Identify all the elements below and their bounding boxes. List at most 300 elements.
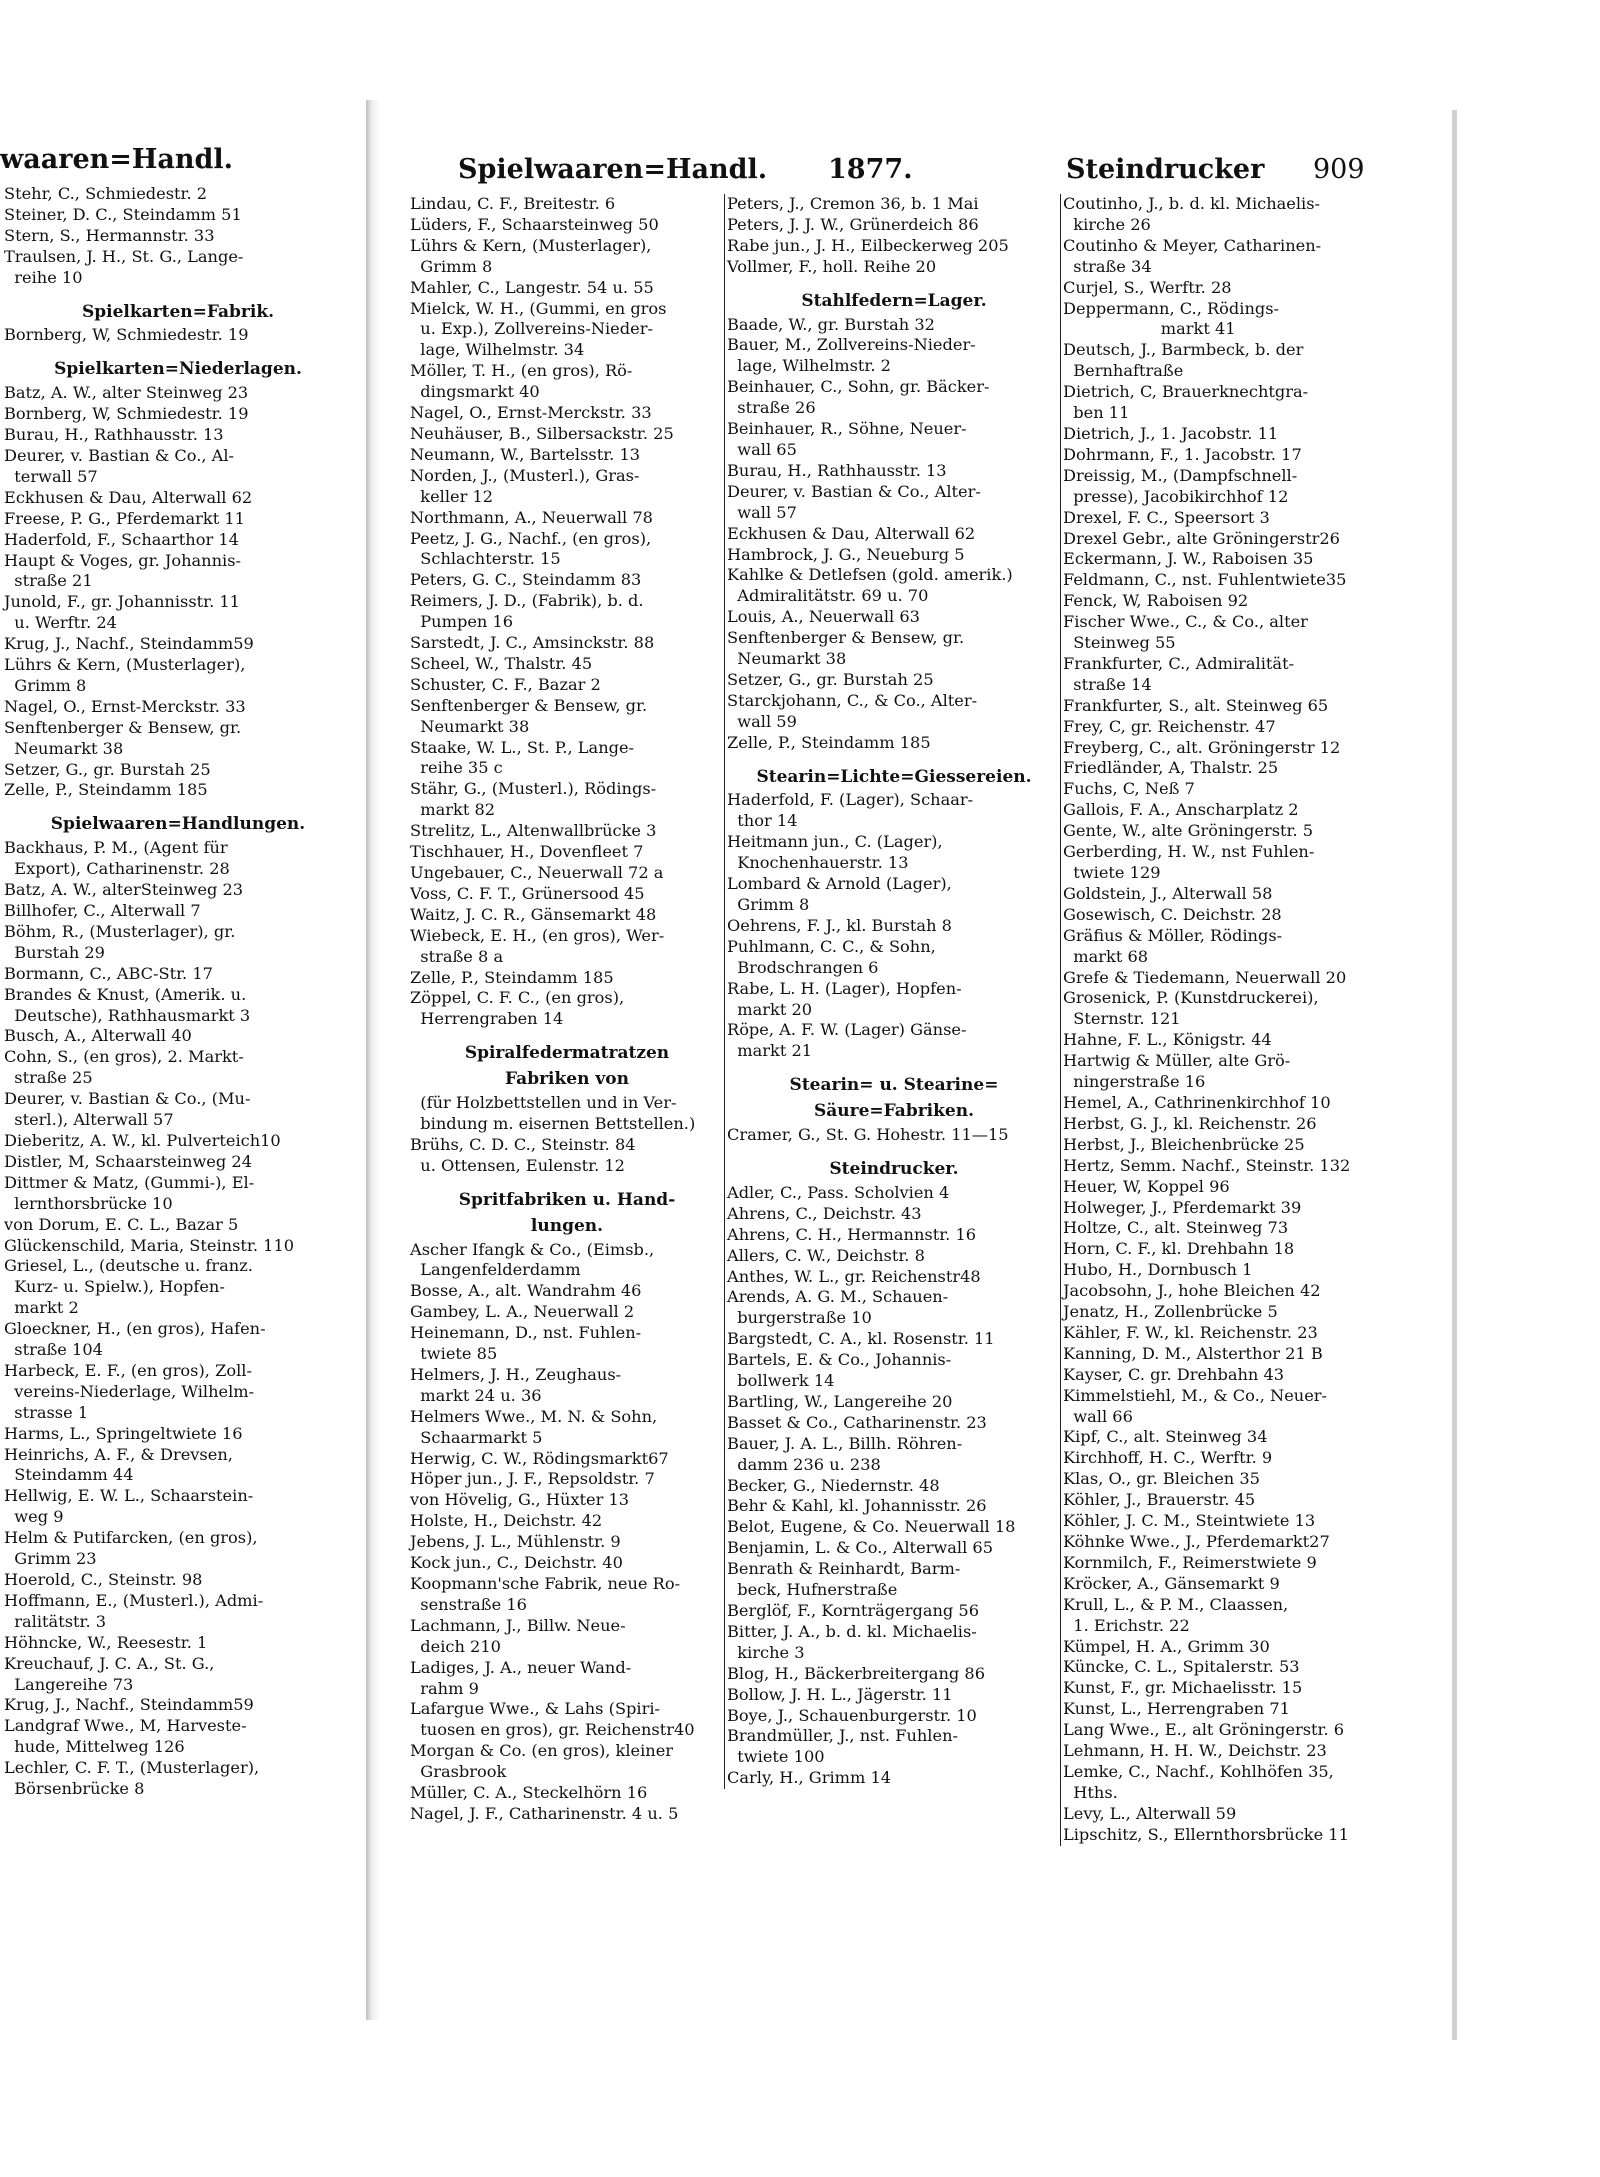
- directory-entry: straße 14: [1063, 674, 1152, 694]
- left-page-fragment: [0, 140, 352, 1980]
- directory-entry: Krull, L., & P. M., Claassen,: [1063, 1594, 1289, 1614]
- directory-entry: Zöppel, C. F. C., (en gros),: [410, 988, 625, 1008]
- directory-entry: straße 21: [4, 571, 93, 591]
- directory-entry: Börsenbrücke 8: [4, 1779, 145, 1799]
- page-edge: [1452, 110, 1457, 2040]
- directory-entry: Lechler, C. F. T., (Musterlager),: [4, 1758, 260, 1778]
- directory-entry: Harbeck, E. F., (en gros), Zoll-: [4, 1360, 252, 1380]
- directory-entry: Coutinho, J., b. d. kl. Michaelis-: [1063, 194, 1320, 213]
- directory-entry: Helm & Putifarcken, (en gros),: [4, 1528, 258, 1548]
- directory-entry: Louis, A., Neuerwall 63: [727, 607, 920, 627]
- section-heading: Stahlfedern=Lager.: [801, 290, 987, 311]
- book-spine: [366, 100, 380, 2020]
- directory-entry: Burstah 29: [4, 942, 105, 962]
- directory-entry: Kahlke & Detlefsen (gold. amerik.): [727, 565, 1013, 585]
- directory-entry: Puhlmann, C. C., & Sohn,: [727, 936, 936, 956]
- directory-entry: Allers, C. W., Deichstr. 8: [727, 1245, 925, 1265]
- directory-entry: Belot, Eugene, & Co. Neuerwall 18: [727, 1517, 1016, 1537]
- directory-entry: Eckhusen & Dau, Alterwall 62: [727, 523, 976, 543]
- directory-entry: burgerstraße 10: [727, 1308, 872, 1328]
- directory-entry: Beinhauer, C., Sohn, gr. Bäcker-: [727, 377, 990, 397]
- directory-entry: Fischer Wwe., C., & Co., alter: [1063, 612, 1308, 632]
- left-page-header: [0, 140, 352, 184]
- directory-entry: strasse 1: [4, 1402, 89, 1422]
- directory-entry: Brandes & Knust, (Amerik. u.: [4, 984, 247, 1004]
- directory-entry: Langenfelderdamm: [410, 1260, 581, 1280]
- directory-entry: Bitter, J. A., b. d. kl. Michaelis-: [727, 1621, 977, 1641]
- directory-entry: Hths.: [1063, 1782, 1118, 1802]
- directory-entry: Curjel, S., Werftr. 28: [1063, 277, 1232, 297]
- directory-entry: Schlachterstr. 15: [410, 549, 561, 569]
- directory-entry: wall 65: [727, 439, 797, 459]
- spacer: [408, 1030, 724, 1038]
- directory-entry: wall 66: [1063, 1406, 1133, 1426]
- directory-entry: Dietrich, C, Brauerknechtgra-: [1063, 382, 1309, 402]
- directory-entry: Starckjohann, C., & Co., Alter-: [727, 690, 978, 710]
- spacer: [725, 1062, 1061, 1070]
- directory-entry: Kirchhoff, H. C., Werftr. 9: [1063, 1448, 1273, 1468]
- directory-entry: wall 59: [727, 711, 797, 731]
- directory-entry: Cramer, G., St. G. Hohestr. 11—15: [727, 1125, 1009, 1145]
- directory-entry: Deurer, v. Bastian & Co., (Mu-: [4, 1089, 251, 1109]
- directory-entry: terwall 57: [4, 466, 98, 486]
- column-3: [1060, 194, 1408, 1846]
- directory-entry: Goldstein, J., Alterwall 58: [1063, 883, 1273, 903]
- directory-entry: straße 25: [4, 1068, 93, 1088]
- directory-entry: Kimmelstiehl, M., & Co., Neuer-: [1063, 1385, 1327, 1405]
- directory-entry: twiete 129: [1063, 863, 1161, 882]
- directory-entry: Köhler, J. C. M., Steintwiete 13: [1063, 1511, 1316, 1531]
- directory-entry: Deutsche), Rathhausmarkt 3: [4, 1005, 251, 1025]
- directory-entry: Deppermann, C., Rödings-: [1063, 298, 1280, 318]
- section-heading: lungen.: [530, 1215, 604, 1236]
- spacer: [725, 278, 1061, 286]
- directory-entry: Glückenschild, Maria, Steinstr. 110: [4, 1235, 295, 1255]
- directory-entry: Gente, W., alte Gröningerstr. 5: [1063, 821, 1314, 841]
- directory-entry: Böhm, R., (Musterlager), gr.: [4, 921, 236, 941]
- section-heading: Spielkarten=Fabrik.: [81, 301, 275, 322]
- directory-entry: Bollow, J. H. L., Jägerstr. 11: [727, 1684, 953, 1704]
- running-head: [408, 150, 1408, 194]
- directory-entry: Hoerold, C., Steinstr. 98: [4, 1570, 203, 1589]
- directory-entry: Harms, L., Springeltwiete 16: [4, 1423, 243, 1443]
- directory-entry: Klas, O., gr. Bleichen 35: [1063, 1469, 1260, 1489]
- directory-entry: Schuster, C. F., Bazar 2: [410, 674, 601, 694]
- directory-entry: Gosewisch, C. Deichstr. 28: [1063, 904, 1282, 924]
- directory-entry: Reimers, J. D., (Fabrik), b. d.: [410, 591, 644, 611]
- spacer: [725, 1146, 1061, 1154]
- directory-entry: Adler, C., Pass. Scholvien 4: [727, 1182, 950, 1202]
- directory-entry: Steinweg 55: [1063, 633, 1176, 653]
- spacer: [408, 1177, 724, 1185]
- directory-entry: wall 57: [727, 502, 797, 522]
- directory-entry: straße 26: [727, 398, 816, 418]
- directory-entry: Zelle, P., Steindamm 185: [727, 732, 931, 752]
- directory-entry: Zelle, P., Steindamm 185: [410, 967, 614, 987]
- directory-entry: Küncke, C. L., Spitalerstr. 53: [1063, 1657, 1300, 1677]
- directory-entry: Steindamm 44: [4, 1465, 134, 1485]
- directory-entry: ningerstraße 16: [1063, 1072, 1206, 1092]
- directory-entry: Strelitz, L., Altenwallbrücke 3: [410, 821, 657, 841]
- directory-entry: rahm 9: [410, 1678, 479, 1698]
- directory-entry: Neuhäuser, B., Silbersackstr. 25: [410, 423, 674, 443]
- directory-entry: Bauer, J. A. L., Billh. Röhren-: [727, 1433, 963, 1453]
- directory-entry: Basset & Co., Catharinenstr. 23: [727, 1412, 987, 1432]
- directory-entry: Export), Catharinenstr. 28: [4, 859, 230, 879]
- directory-entry: Heinemann, D., nst. Fuhlen-: [410, 1323, 642, 1343]
- directory-entry: Brühs, C. D. C., Steinstr. 84: [410, 1134, 636, 1154]
- directory-entry: senstraße 16: [410, 1594, 527, 1614]
- directory-entry: Billhofer, C., Alterwall 7: [4, 901, 201, 920]
- directory-entry: Lang Wwe., E., alt Gröningerstr. 6: [1063, 1720, 1345, 1740]
- directory-entry: Koopmann'sche Fabrik, neue Ro-: [410, 1574, 681, 1593]
- directory-entry: Möller, T. H., (en gros), Rö-: [410, 361, 633, 381]
- directory-entry: Köhler, J., Brauerstr. 45: [1063, 1490, 1256, 1510]
- directory-entry: Senftenberger & Bensew, gr.: [4, 717, 242, 737]
- directory-entry: Ungebauer, C., Neuerwall 72 a: [410, 863, 664, 882]
- directory-entry: Hambrock, J. G., Neueburg 5: [727, 544, 965, 564]
- directory-entry: Bosse, A., alt. Wandrahm 46: [410, 1281, 642, 1301]
- directory-entry: Busch, A., Alterwall 40: [4, 1026, 192, 1046]
- directory-entry: tuosen en gros), gr. Reichenstr40: [410, 1720, 695, 1740]
- directory-entry: Frankfurter, C., Admiralität-: [1063, 653, 1295, 673]
- directory-entry: kirche 26: [1063, 214, 1151, 234]
- directory-entry: reihe 10: [4, 267, 83, 287]
- directory-entry: deich 210: [410, 1636, 501, 1656]
- section-heading: Spiralfedermatratzen: [464, 1043, 670, 1064]
- directory-entry: Herrengraben 14: [410, 1009, 564, 1029]
- running-head-left: Spielwaaren=Handl.: [458, 154, 768, 185]
- directory-entry: Kanning, D. M., Alsterthor 21 B: [1063, 1343, 1323, 1363]
- directory-entry: hude, Mittelweg 126: [4, 1737, 185, 1757]
- directory-entry: Grasbrook: [410, 1762, 507, 1782]
- directory-entry: Hartwig & Müller, alte Grö-: [1063, 1051, 1291, 1071]
- directory-entry: Dreissig, M., (Dampfschnell-: [1063, 465, 1298, 485]
- section-heading: Spielwaaren=Handlungen.: [50, 814, 306, 835]
- directory-entry: Becker, G., Niedernstr. 48: [727, 1475, 940, 1495]
- directory-entry: Baade, W., gr. Burstah 32: [727, 314, 935, 334]
- directory-entry: u. Werftr. 24: [4, 613, 117, 633]
- directory-entry: Beinhauer, R., Söhne, Neuer-: [727, 419, 967, 439]
- directory-entry: Deurer, v. Bastian & Co., Al-: [4, 445, 234, 465]
- directory-entry: damm 236 u. 238: [727, 1454, 881, 1474]
- directory-entry: bollwerk 14: [727, 1371, 835, 1391]
- directory-entry: twiete 100: [727, 1747, 825, 1767]
- directory-entry: Holste, H., Deichstr. 42: [410, 1511, 603, 1531]
- directory-entry: Oehrens, F. J., kl. Burstah 8: [727, 915, 952, 935]
- directory-entry: Hahne, F. L., Königstr. 44: [1063, 1030, 1272, 1050]
- directory-entry: Knochenhauerstr. 13: [727, 853, 909, 873]
- directory-entry: Kunst, L., Herrengraben 71: [1063, 1699, 1290, 1719]
- directory-entry: Dittmer & Matz, (Gummi-), El-: [4, 1172, 255, 1192]
- directory-entry: Hertz, Semm. Nachf., Steinstr. 132: [1063, 1155, 1351, 1175]
- directory-entry: Mielck, W. H., (Gummi, en gros: [410, 298, 667, 318]
- page-number: 909: [1313, 154, 1365, 185]
- directory-entry: Scheel, W., Thalstr. 45: [410, 653, 593, 673]
- directory-entry: Hellwig, E. W. L., Schaarstein-: [4, 1486, 254, 1506]
- directory-entry: von Hövelig, G., Hüxter 13: [410, 1490, 630, 1510]
- directory-entry: Kröcker, A., Gänsemarkt 9: [1063, 1573, 1280, 1593]
- section-heading: Spielkarten=Niederlagen.: [54, 359, 302, 380]
- directory-entry: Stehr, C., Schmiedestr. 2: [4, 184, 208, 203]
- directory-entry: Neumann, W., Bartelsstr. 13: [410, 444, 641, 464]
- directory-entry: Frankfurter, S., alt. Steinweg 65: [1063, 695, 1329, 715]
- directory-entry: Peters, J., Cremon 36, b. 1 Mai: [727, 194, 979, 213]
- directory-entry: Frey, C, gr. Reichenstr. 47: [1063, 716, 1276, 736]
- directory-entry: Lüders, F., Schaarsteinweg 50: [410, 214, 659, 234]
- directory-entry: Behr & Kahl, kl. Johannisstr. 26: [727, 1496, 987, 1516]
- directory-entry: markt 68: [1063, 946, 1149, 966]
- directory-entry: Neumarkt 38: [727, 649, 847, 669]
- directory-entry: straße 34: [1063, 256, 1152, 276]
- left-page-entries: [0, 184, 352, 1800]
- directory-entry: straße 8 a: [410, 946, 504, 966]
- directory-entry: Langereihe 73: [4, 1674, 134, 1694]
- directory-columns: [408, 194, 1408, 1984]
- directory-entry: vereins-Niederlage, Wilhelm-: [4, 1381, 255, 1401]
- directory-entry: Junold, F., gr. Johannisstr. 11: [4, 592, 240, 612]
- directory-entry: Vollmer, F., holl. Reihe 20: [727, 256, 937, 276]
- directory-entry: markt 41: [1063, 319, 1236, 339]
- directory-entry: Sarstedt, J. C., Amsinckstr. 88: [410, 633, 655, 653]
- page-909: [408, 150, 1408, 1990]
- directory-entry: von Dorum, E. C. L., Bazar 5: [4, 1214, 239, 1234]
- directory-entry: reihe 35 c: [410, 758, 503, 778]
- directory-entry: Grimm 8: [410, 256, 493, 276]
- directory-entry: Steiner, D. C., Steindamm 51: [4, 204, 242, 224]
- directory-entry: Ahrens, C. H., Hermannstr. 16: [727, 1224, 977, 1244]
- directory-entry: Kayser, C. gr. Drehbahn 43: [1063, 1364, 1285, 1384]
- directory-entry: Pumpen 16: [410, 612, 514, 632]
- directory-entry: Gambey, L. A., Neuerwall 2: [410, 1302, 635, 1322]
- directory-entry: Nagel, J. F., Catharinenstr. 4 u. 5: [410, 1803, 679, 1823]
- left-page-header-title: waaren=Handl.: [0, 144, 234, 175]
- directory-entry: Distler, M, Schaarsteinweg 24: [4, 1151, 252, 1171]
- directory-entry: Brandmüller, J., nst. Fuhlen-: [727, 1726, 958, 1746]
- directory-entry: straße 104: [4, 1340, 103, 1360]
- directory-entry: twiete 85: [410, 1344, 498, 1364]
- directory-entry: Heinrichs, A. F., & Drevsen,: [4, 1444, 233, 1464]
- directory-entry: Zelle, P., Steindamm 185: [4, 780, 208, 800]
- directory-entry: Heuer, W, Koppel 96: [1063, 1176, 1230, 1196]
- directory-entry: Mahler, C., Langestr. 54 u. 55: [410, 277, 654, 297]
- directory-entry: Kornmilch, F., Reimerstwiete 9: [1063, 1552, 1317, 1572]
- directory-entry: Peetz, J. G., Nachf., (en gros),: [410, 528, 652, 548]
- directory-entry: Herwig, C. W., Rödingsmarkt67: [410, 1448, 669, 1468]
- directory-entry: Benjamin, L. & Co., Alterwall 65: [727, 1538, 993, 1558]
- directory-entry: Köhnke Wwe., J., Pferdemarkt27: [1063, 1532, 1330, 1551]
- directory-entry: Waitz, J. C. R., Gänsemarkt 48: [410, 904, 657, 924]
- directory-entry: sterl.), Alterwall 57: [4, 1110, 174, 1130]
- directory-entry: Neumarkt 38: [4, 738, 124, 758]
- directory-entry: Batz, A. W., alter Steinweg 23: [4, 383, 249, 403]
- directory-entry: ben 11: [1063, 403, 1130, 423]
- directory-entry: Lipschitz, S., Ellernthorsbrücke 11: [1063, 1824, 1349, 1844]
- directory-entry: Lafargue Wwe., & Lahs (Spiri-: [410, 1699, 660, 1719]
- section-heading: Stearin= u. Stearine=: [789, 1075, 999, 1096]
- directory-entry: Peters, J. J. W., Grünerdeich 86: [727, 214, 979, 234]
- directory-entry: Herbst, G. J., kl. Reichenstr. 26: [1063, 1113, 1317, 1133]
- directory-entry: Dieberitz, A. W., kl. Pulverteich10: [4, 1130, 281, 1150]
- directory-entry: Friedländer, A, Thalstr. 25: [1063, 758, 1279, 778]
- column-2: [724, 194, 1061, 1789]
- directory-entry: Röpe, A. F. W. (Lager) Gänse-: [727, 1020, 967, 1040]
- directory-entry: Bornberg, W, Schmiedestr. 19: [4, 404, 249, 424]
- directory-entry: Grimm 8: [4, 675, 87, 695]
- directory-entry: Bornberg, W, Schmiedestr. 19: [4, 325, 249, 345]
- directory-entry: Deutsch, J., Barmbeck, b. der: [1063, 340, 1304, 360]
- spacer: [725, 754, 1061, 762]
- directory-entry: Lührs & Kern, (Musterlager),: [4, 655, 246, 675]
- directory-entry: Höper jun., J. F., Repsoldstr. 7: [410, 1469, 655, 1489]
- directory-entry: Dohrmann, F., 1. Jacobstr. 17: [1063, 444, 1302, 464]
- section-heading: Säure=Fabriken.: [814, 1101, 974, 1122]
- directory-entry: lernthorsbrücke 10: [4, 1193, 173, 1213]
- directory-entry: Rabe, L. H. (Lager), Hopfen-: [727, 978, 962, 998]
- directory-entry: Kunst, F., gr. Michaelisstr. 15: [1063, 1678, 1303, 1698]
- directory-entry: Setzer, G., gr. Burstah 25: [727, 669, 934, 689]
- directory-entry: Bartling, W., Langereihe 20: [727, 1391, 953, 1411]
- directory-entry: Benrath & Reinhardt, Barm-: [727, 1559, 961, 1579]
- directory-entry: beck, Hufnerstraße: [727, 1580, 898, 1600]
- directory-entry: Jebens, J. L., Mühlenstr. 9: [410, 1532, 621, 1552]
- directory-entry: 1. Erichstr. 22: [1063, 1615, 1190, 1635]
- directory-entry: Schaarmarkt 5: [410, 1427, 543, 1447]
- directory-entry: weg 9: [4, 1507, 64, 1527]
- directory-entry: Senftenberger & Bensew, gr.: [410, 695, 648, 715]
- directory-entry: markt 24 u. 36: [410, 1385, 542, 1405]
- directory-entry: Jacobsohn, J., hohe Bleichen 42: [1063, 1281, 1321, 1301]
- directory-entry: Levy, L., Alterwall 59: [1063, 1803, 1237, 1823]
- directory-entry: Bormann, C., ABC-Str. 17: [4, 963, 213, 983]
- directory-entry: Drexel Gebr., alte Gröningerstr26: [1063, 528, 1340, 548]
- directory-entry: bindung m. eisernen Bettstellen.): [410, 1113, 696, 1133]
- section-heading: Stearin=Lichte=Giessereien.: [756, 766, 1032, 787]
- directory-entry: Setzer, G., gr. Burstah 25: [4, 759, 211, 779]
- directory-entry: Hoffmann, E., (Musterl.), Admi-: [4, 1590, 264, 1610]
- directory-entry: Rabe jun., J. H., Eilbeckerweg 205: [727, 235, 1009, 255]
- directory-entry: Grimm 23: [4, 1549, 97, 1569]
- directory-entry: Lemke, C., Nachf., Kohlhöfen 35,: [1063, 1761, 1334, 1781]
- directory-entry: Burau, H., Rathhausstr. 13: [727, 460, 947, 480]
- directory-entry: Blog, H., Bäckerbreitergang 86: [727, 1663, 985, 1683]
- directory-entry: Gräfius & Möller, Rödings-: [1063, 925, 1283, 945]
- directory-entry: Freyberg, C., alt. Gröningerstr 12: [1063, 737, 1341, 757]
- directory-entry: Senftenberger & Bensew, gr.: [727, 628, 965, 648]
- directory-entry: Jenatz, H., Zollenbrücke 5: [1063, 1302, 1278, 1322]
- section-heading: Fabriken von: [505, 1069, 629, 1090]
- directory-entry: u. Ottensen, Eulenstr. 12: [410, 1155, 625, 1175]
- directory-entry: Brodschrangen 6: [727, 957, 879, 977]
- directory-entry: Krug, J., Nachf., Steindamm59: [4, 1695, 254, 1715]
- directory-entry: Lachmann, J., Billw. Neue-: [410, 1615, 626, 1635]
- directory-entry: Drexel, F. C., Speersort 3: [1063, 507, 1270, 527]
- directory-entry: Lührs & Kern, (Musterlager),: [410, 235, 652, 255]
- directory-entry: Grimm 8: [727, 895, 810, 914]
- directory-entry: Anthes, W. L., gr. Reichenstr48: [727, 1266, 981, 1286]
- directory-entry: Helmers, J. H., Zeughaus-: [410, 1364, 622, 1384]
- directory-entry: Ahrens, C., Deichstr. 43: [727, 1203, 922, 1223]
- directory-entry: Holweger, J., Pferdemarkt 39: [1063, 1197, 1302, 1217]
- directory-entry: Haderfold, F., Schaarthor 14: [4, 529, 239, 549]
- directory-entry: Nagel, O., Ernst-Merckstr. 33: [410, 403, 652, 423]
- directory-entry: Sternstr. 121: [1063, 1009, 1181, 1029]
- directory-entry: keller 12: [410, 486, 494, 506]
- directory-entry: Bartels, E. & Co., Johannis-: [727, 1350, 952, 1370]
- directory-entry: Staake, W. L., St. P., Lange-: [410, 737, 635, 757]
- directory-entry: Feldmann, C., nst. Fuhlentwiete35: [1063, 570, 1347, 590]
- directory-entry: Arends, A. G. M., Schauen-: [727, 1287, 949, 1307]
- directory-entry: Bauer, M., Zollvereins-Nieder-: [727, 335, 976, 355]
- directory-entry: Tischhauer, H., Dovenfleet 7: [410, 842, 644, 862]
- directory-entry: Freese, P. G., Pferdemarkt 11: [4, 508, 245, 528]
- directory-entry: u. Exp.), Zollvereins-Nieder-: [410, 319, 653, 339]
- directory-entry: Kipf, C., alt. Steinweg 34: [1063, 1427, 1268, 1447]
- directory-entry: Norden, J., (Musterl.), Gras-: [410, 465, 640, 485]
- directory-entry: Kreuchauf, J. C. A., St. G.,: [4, 1653, 215, 1673]
- directory-entry: Griesel, L., (deutsche u. franz.: [4, 1256, 253, 1276]
- directory-entry: Northmann, A., Neuerwall 78: [410, 507, 653, 527]
- directory-entry: Gallois, F. A., Anscharplatz 2: [1063, 800, 1299, 820]
- directory-entry: Voss, C. F. T., Grünersood 45: [410, 883, 645, 903]
- directory-entry: Carly, H., Grimm 14: [727, 1768, 892, 1788]
- directory-entry: Kock jun., C., Deichstr. 40: [410, 1553, 623, 1573]
- directory-entry: lage, Wilhelmstr. 34: [410, 340, 585, 360]
- directory-entry: markt 2: [4, 1298, 79, 1318]
- directory-entry: kirche 3: [727, 1642, 805, 1662]
- directory-entry: Grefe & Tiedemann, Neuerwall 20: [1063, 967, 1347, 987]
- directory-entry: Hemel, A., Cathrinenkirchhof 10: [1063, 1092, 1331, 1112]
- directory-entry: Ascher Ifangk & Co., (Eimsb.,: [410, 1239, 655, 1259]
- directory-entry: Stern, S., Hermannstr. 33: [4, 225, 215, 245]
- directory-entry: Heitmann jun., C. (Lager),: [727, 832, 943, 852]
- directory-entry: Batz, A. W., alterSteinweg 23: [4, 880, 244, 900]
- directory-entry: Peters, G. C., Steindamm 83: [410, 570, 642, 590]
- directory-entry: Haderfold, F. (Lager), Schaar-: [727, 790, 974, 810]
- directory-entry: Müller, C. A., Steckelhörn 16: [410, 1783, 648, 1803]
- directory-entry: Höhncke, W., Reesestr. 1: [4, 1632, 208, 1652]
- column-1: [408, 194, 724, 1825]
- directory-entry: markt 20: [727, 999, 813, 1019]
- directory-entry: markt 82: [410, 800, 496, 820]
- directory-entry: Burau, H., Rathhausstr. 13: [4, 425, 224, 445]
- directory-entry: Fuchs, C, Neß 7: [1063, 779, 1195, 799]
- directory-entry: Dietrich, J., 1. Jacobstr. 11: [1063, 423, 1279, 443]
- directory-entry: Kümpel, H. A., Grimm 30: [1063, 1636, 1270, 1656]
- directory-entry: markt 21: [727, 1041, 813, 1061]
- spacer: [0, 801, 352, 809]
- directory-entry: Berglöf, F., Kornträgergang 56: [727, 1601, 980, 1620]
- running-head-year: 1877.: [828, 154, 913, 185]
- directory-entry: lage, Wilhelmstr. 2: [727, 356, 891, 376]
- directory-entry: Traulsen, J. H., St. G., Lange-: [4, 246, 244, 266]
- directory-entry: Neumarkt 38: [410, 716, 530, 736]
- directory-entry: Gerberding, H. W., nst Fuhlen-: [1063, 842, 1315, 862]
- directory-entry: Lehmann, H. H. W., Deichstr. 23: [1063, 1741, 1327, 1761]
- section-heading: Steindrucker.: [829, 1158, 959, 1179]
- directory-entry: Holtze, C., alt. Steinweg 73: [1063, 1218, 1289, 1238]
- directory-entry: presse), Jacobikirchhof 12: [1063, 486, 1289, 506]
- section-heading: Spritfabriken u. Hand-: [458, 1189, 676, 1210]
- directory-entry: Ladiges, J. A., neuer Wand-: [410, 1657, 632, 1677]
- directory-entry: Bargstedt, C. A., kl. Rosenstr. 11: [727, 1329, 995, 1349]
- directory-entry: Eckhusen & Dau, Alterwall 62: [4, 487, 253, 507]
- directory-entry: Eckermann, J. W., Raboisen 35: [1063, 549, 1314, 569]
- directory-entry: thor 14: [727, 811, 798, 831]
- directory-entry: Cohn, S., (en gros), 2. Markt-: [4, 1047, 244, 1067]
- directory-entry: Bernhaftraße: [1063, 361, 1184, 381]
- directory-entry: ralitätstr. 3: [4, 1611, 107, 1631]
